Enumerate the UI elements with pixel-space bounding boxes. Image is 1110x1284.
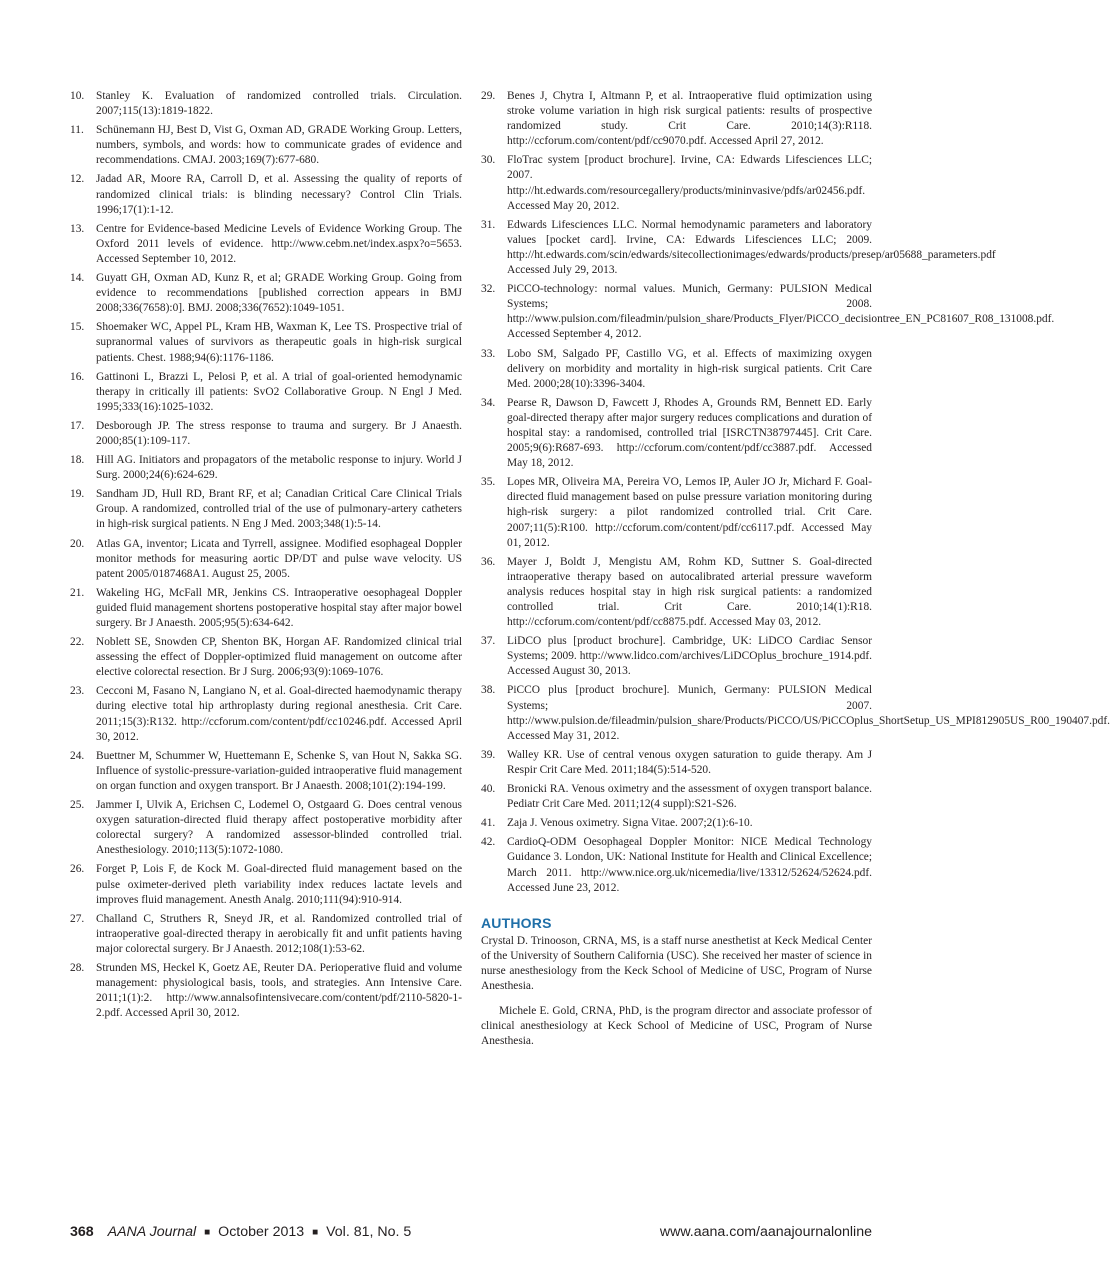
reference-text: Atlas GA, inventor; Licata and Tyrrell, assignee. Modified esophageal Doppler monitor methods for measuring aortic DP/DT and pulse wave velocity. US patent 2005/0187468A1. August 25, 2005. (96, 537, 462, 580)
reference-text: LiDCO plus [product brochure]. Cambridge, UK: LiDCO Cardiac Sensor Systems; 2009. http://www.lidco.com/archives/LiDCOplus_brochure_1914.pdf. Accessed August 30, 2013. (507, 635, 872, 678)
reference-number: 22. (70, 636, 85, 649)
reference-text: Wakeling HG, McFall MR, Jenkins CS. Intraoperative oesophageal Doppler guided fluid management shortens postoperative hospital stay after major bowel surgery. Br J Anaesth. 2005;95(5):634-642. (96, 586, 462, 629)
reference-number: 32. (481, 283, 496, 296)
reference-item (70, 635, 462, 680)
reference-item (70, 222, 462, 267)
reference-number: 30. (481, 154, 496, 167)
reference-number: 25. (70, 799, 85, 812)
reference-number: 15. (70, 321, 85, 334)
reference-text: Stanley K. Evaluation of randomized controlled trials. Circulation. 2007;115(13):1819-1822. (96, 90, 462, 118)
reference-number: 11. (70, 124, 84, 137)
reference-text: FloTrac system [product brochure]. Irvine, CA: Edwards Lifesciences LLC; 2007. http://ht.edwards.com/resourcegallery/products/mininvasive/pdfs/ar02456.pdf. Accessed May 20, 2012. (507, 154, 872, 212)
references-right-column (481, 89, 1110, 1059)
reference-number: 24. (70, 749, 85, 762)
reference-text: Hill AG. Initiators and propagators of the metabolic response to injury. World J Surg. 2000;24(6):624-629. (96, 454, 462, 482)
reference-number: 41. (481, 817, 496, 830)
reference-item (70, 453, 462, 483)
reference-text: Gattinoni L, Brazzi L, Pelosi P, et al. A trial of goal-oriented hemodynamic therapy in critically ill patients: SvO2 Collaborative Group. N Engl J Med. 1995;333(16):1025-1032. (96, 370, 462, 413)
reference-text: Bronicki RA. Venous oximetry and the assessment of oxygen transport balance. Pediatr Crit Care Med. 2011;12(4 suppl):S21-S26. (507, 783, 872, 811)
author-bio-trinooson: Crystal D. Trinooson, CRNA, MS, is a staff nurse anesthetist at Keck Medical Center of the University of Southern California (USC). She received her master of science in nurse anesthesiology from the Keck School of Medicine of USC, Program of Nurse Anesthesia. (481, 934, 872, 992)
reference-item (70, 749, 462, 794)
reference-number: 42. (481, 836, 496, 849)
reference-number: 35. (481, 476, 496, 489)
reference-number: 17. (70, 419, 85, 432)
reference-text: PiCCO plus [product brochure]. Munich, Germany: PULSION Medical Systems; 2007. http://www.pulsion.de/fileadmin/pulsion_share/Products/PiCCO/US/PiCCOplus_ShortSetup_US_MPI812905US_R00_190407.pdf. Accessed May 31, 2012. (507, 684, 1110, 742)
reference-number: 19. (70, 488, 85, 501)
reference-number: 12. (70, 173, 85, 186)
reference-number: 10. (70, 90, 85, 102)
reference-item (70, 172, 462, 217)
reference-item (70, 862, 462, 907)
references-left-column (70, 89, 462, 1025)
reference-number: 37. (481, 635, 496, 648)
reference-item (481, 634, 872, 679)
reference-text: Schünemann HJ, Best D, Vist G, Oxman AD, GRADE Working Group. Letters, numbers, symbols, and words: how to communicate grades of evidence and recommendations. CMAJ. 2003;169(7):677-680. (96, 124, 462, 167)
reference-text: Centre for Evidence-based Medicine Levels of Evidence Working Group. The Oxford 2011 levels of evidence. http://www.cebm.net/index.aspx?o=5653. Accessed September 10, 2012. (96, 222, 462, 265)
reference-text: Jadad AR, Moore RA, Carroll D, et al. Assessing the quality of reports of randomized clinical trials: is blinding necessary? Control Clin Trials. 1996;17(1):1-12. (96, 173, 462, 216)
reference-item (481, 555, 872, 630)
reference-text: Strunden MS, Heckel K, Goetz AE, Reuter DA. Perioperative fluid and volume management: physiological basis, tools, and strategies. Ann Intensive Care. 2011;1(1):2. http://www.annalsofintensivecare.com/content/pdf/2110-5820-1-2.pdf. Accessed April 30, 2012. (96, 961, 462, 1020)
reference-text: Desborough JP. The stress response to trauma and surgery. Br J Anaesth. 2000;85(1):109-117. (96, 419, 462, 447)
reference-item (481, 835, 872, 895)
reference-text: Edwards Lifesciences LLC. Normal hemodynamic parameters and laboratory values [pocket card]. Irvine, CA: Edwards Lifesciences LLC; 2009. http://ht.edwards.com/scin/edwards/sitecollectionimages/edwards/products/presep/ar05688_parameters.pdf Accessed July 29, 2013. (507, 218, 996, 277)
reference-item (70, 912, 462, 957)
reference-number: 31. (481, 218, 496, 231)
reference-number: 13. (70, 222, 85, 235)
reference-text: Lobo SM, Salgado PF, Castillo VG, et al. Effects of maximizing oxygen delivery on morbidity and mortality in high-risk surgical patients. Crit Care Med. 2000;28(10):3396-3404. (507, 347, 872, 390)
reference-item (481, 475, 872, 550)
page-number: 368 (70, 1224, 94, 1240)
journal-name: AANA Journal (107, 1224, 197, 1240)
reference-text: Benes J, Chytra I, Altmann P, et al. Intraoperative fluid optimization using stroke volume variation in high risk surgical patients: results of prospective randomized study. Crit Care. 2010;14(3):R118. http://ccforum.com/content/pdf/cc9070.pdf. Accessed April 27, 2012. (507, 90, 872, 148)
reference-list-right (481, 89, 1110, 896)
journal-url[interactable]: www.aana.com/aanajournalonline (659, 1224, 872, 1240)
reference-item (70, 320, 462, 365)
reference-text: CardioQ-ODM Oesophageal Doppler Monitor: NICE Medical Technology Guidance 3. London, UK: National Institute for Health and Clinical Excellence; March 2011. http://www.nice.org.uk/nicemedia/live/13312/52624/52624.pdf. Accessed June 23, 2012. (507, 836, 872, 894)
reference-text: Zaja J. Venous oximetry. Signa Vitae. 2007;2(1):6-10. (507, 817, 753, 830)
reference-item (70, 89, 462, 119)
reference-number: 36. (481, 555, 496, 568)
authors-section (481, 915, 872, 1050)
reference-item (70, 586, 462, 631)
reference-text: Walley KR. Use of central venous oxygen saturation to guide therapy. Am J Respir Crit Care Med. 2011;184(5):514-520. (507, 748, 872, 776)
reference-item (481, 748, 872, 778)
reference-text: Lopes MR, Oliveira MA, Pereira VO, Lemos IP, Auler JO Jr, Michard F. Goal-directed fluid management based on pulse pressure variation monitoring during high-risk surgery: a pilot randomized controlled trial. Crit Care. 2007;11(5):R100. http://ccforum.com/content/pdf/cc6117.pdf. Accessed May 01, 2012. (507, 476, 872, 549)
reference-number: 18. (70, 454, 85, 467)
issue-date: October 2013 (218, 1224, 305, 1240)
footer-separator: ■ (312, 1227, 319, 1238)
reference-item (70, 487, 462, 532)
reference-item (481, 347, 872, 392)
reference-item (70, 684, 462, 744)
reference-item (481, 683, 1110, 743)
reference-text: Noblett SE, Snowden CP, Shenton BK, Horgan AF. Randomized clinical trial assessing the effect of Doppler-optimized fluid management on outcome after elective colorectal resection. Br J Surg. 2006;93(9):1069-1076. (96, 636, 462, 679)
reference-item (70, 961, 462, 1021)
reference-text: Guyatt GH, Oxman AD, Kunz R, et al; GRADE Working Group. Going from evidence to recommendations [published correction appears in BMJ 2008;336(7658):0]. BMJ. 2008;336(7652):1049-1051. (96, 272, 462, 315)
reference-number: 26. (70, 863, 85, 876)
reference-number: 28. (70, 961, 85, 974)
reference-text: Challand C, Struthers R, Sneyd JR, et al. Randomized controlled trial of intraoperative goal-directed therapy in aerobically fit and unfit patients having major colorectal surgery. Br J Anaesth. 2012;108(1):53-62. (96, 912, 462, 955)
reference-text: Jammer I, Ulvik A, Erichsen C, Lodemel O, Ostgaard G. Does central venous oxygen saturation-directed fluid therapy affect postoperative morbidity after colorectal surgery? A randomized assessor-blinded controlled trial. Anesthesiology. 2010;113(5):1072-1080. (96, 799, 462, 857)
reference-item (70, 419, 462, 449)
reference-number: 21. (70, 586, 85, 599)
reference-item (70, 123, 462, 168)
reference-number: 29. (481, 90, 496, 102)
reference-item (481, 153, 872, 213)
reference-item (481, 396, 872, 471)
reference-item (481, 218, 996, 278)
reference-item (481, 816, 872, 831)
reference-item (70, 798, 462, 858)
volume-issue: Vol. 81, No. 5 (326, 1224, 412, 1240)
reference-number: 14. (70, 272, 85, 285)
reference-text: Forget P, Lois F, de Kock M. Goal-directed fluid management based on the pulse oximeter-derived pleth variability index reduces lactate levels and improves fluid management. Anesth Analg. 2010;111(94):910-914. (96, 863, 462, 906)
reference-text: Cecconi M, Fasano N, Langiano N, et al. Goal-directed haemodynamic therapy during elective total hip arthroplasty during regional anesthesia. Crit Care. 2011;15(3):R132. http://ccforum.com/content/pdf/cc10246.pdf. Accessed April 30, 2012. (96, 685, 462, 743)
reference-item (481, 782, 872, 812)
reference-number: 40. (481, 783, 496, 796)
reference-text: PiCCO-technology: normal values. Munich, Germany: PULSION Medical Systems; 2008. http://www.pulsion.com/fileadmin/pulsion_share/Products_Flyer/PiCCO_decisiontree_EN_PC81607_R08_131008.pdf. Accessed September 4, 2012. (507, 283, 1055, 341)
reference-number: 34. (481, 396, 496, 409)
reference-list-left (70, 89, 462, 1021)
reference-item (70, 271, 462, 316)
reference-text: Sandham JD, Hull RD, Brant RF, et al; Canadian Critical Care Clinical Trials Group. A randomized, controlled trial of the use of pulmonary-artery catheters in high-risk surgical patients. N Eng J Med. 2003;348(1):5-14. (96, 488, 462, 531)
reference-number: 39. (481, 748, 496, 761)
reference-number: 27. (70, 912, 85, 925)
reference-number: 20. (70, 537, 85, 550)
reference-item (481, 282, 1055, 342)
reference-number: 23. (70, 685, 85, 698)
page-footer (70, 1224, 872, 1242)
reference-item (481, 89, 872, 149)
reference-number: 16. (70, 370, 85, 383)
reference-text: Mayer J, Boldt J, Mengistu AM, Rohm KD, Suttner S. Goal-directed intraoperative therapy based on autocalibrated arterial pressure waveform analysis reduces hospital stay in high risk surgical patients: a randomized controlled trial. Crit Care. 2010;14(1):R18. http://ccforum.com/content/pdf/cc8875.pdf. Accessed May 03, 2012. (507, 555, 872, 629)
reference-item (70, 370, 462, 415)
reference-text: Pearse R, Dawson D, Fawcett J, Rhodes A, Grounds RM, Bennett ED. Early goal-directed therapy after major surgery reduces complications and duration of hospital stay: a randomised, controlled trial [ISRCTN38797445]. Crit Care. 2005;9(6):R687-693. http://ccforum.com/content/pdf/cc3887.pdf. Accessed May 18, 2012. (507, 396, 872, 470)
reference-number: 33. (481, 347, 496, 360)
reference-number: 38. (481, 684, 496, 697)
footer-separator: ■ (204, 1227, 211, 1238)
reference-item (70, 537, 462, 582)
authors-heading: AUTHORS (481, 914, 552, 931)
reference-text: Shoemaker WC, Appel PL, Kram HB, Waxman K, Lee TS. Prospective trial of supranormal values of survivors as therapeutic goals in high-risk surgical patients. Chest. 1988;94(6):1176-1186. (96, 321, 462, 364)
reference-text: Buettner M, Schummer W, Huettemann E, Schenke S, van Hout N, Sakka SG. Influence of systolic-pressure-variation-guided intraoperative fluid management on organ function and oxygen transport. Br J Anaesth. 2008;101(2):194-199. (96, 749, 462, 792)
author-bio-gold: Michele E. Gold, CRNA, PhD, is the program director and associate professor of clinical anesthesiology at Keck School of Medicine of USC, Program of Nurse Anesthesia. (481, 1005, 872, 1048)
